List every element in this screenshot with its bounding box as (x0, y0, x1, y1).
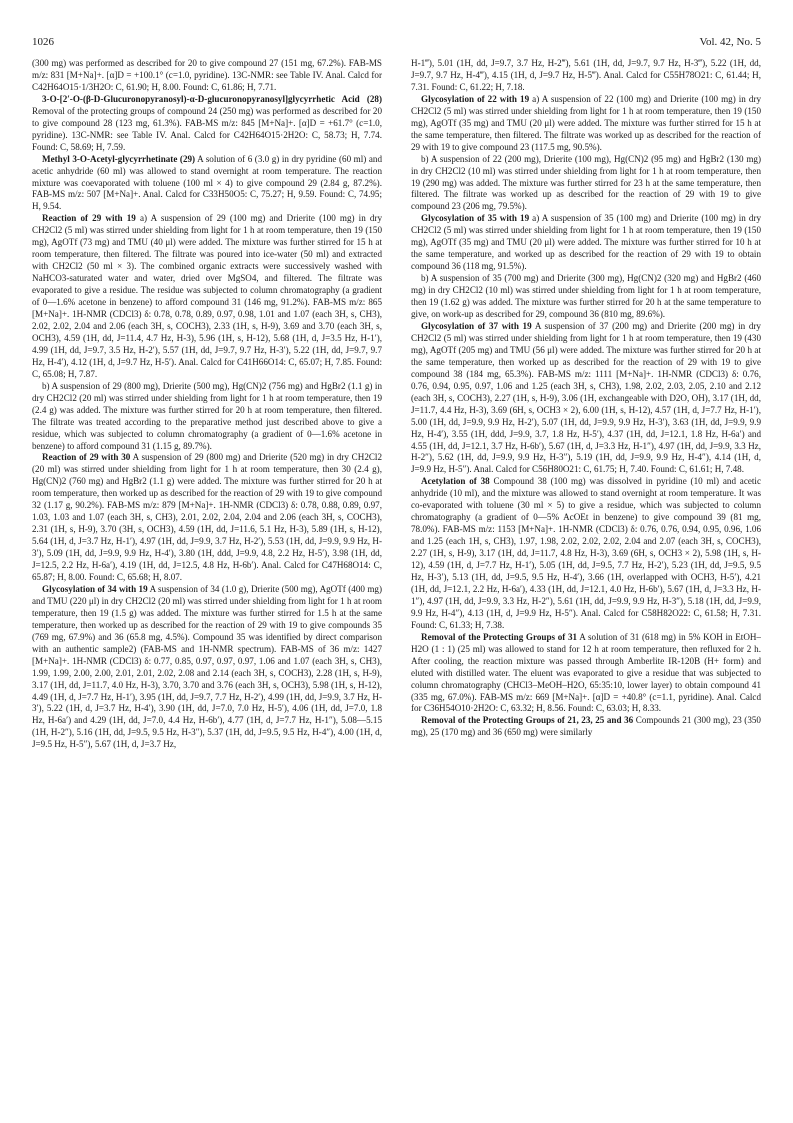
section-heading: Glycosylation of 37 with 19 (421, 320, 532, 331)
section-heading: Removal of the Protecting Groups of 31 (421, 631, 578, 642)
journal-volume: Vol. 42, No. 5 (699, 36, 761, 48)
section-heading: Methyl 3-O-Acetyl-glycyrrhetinate (29) (42, 153, 196, 164)
paragraph: Reaction of 29 with 30 A suspension of 29 (800 mg) and Drierite (520 mg) in dry CH2Cl2 (20 ml) was stirred under shielding from light for 1 h at room temperature, then 30 (2.4 g), Hg(CN)2 (760 mg) and HgBr2 (1.1 g) were added. The mixture was further stirred for 20 h at room temperature, then worked up as described for the reaction of 29 with 19 to give compound 32 (1.17 g, 90.2%). FAB-MS m/z: 879 [M+Na]+. 1H-NMR (CDCl3) δ: 0.78, 0.88, 0.89, 0.97, 1.03, 1.03 and 1.07 (each 3H, s, CH3), 2.01, 2.02, 2.04, 2.04 and 2.06 (each 3H, s, COCH3), 2.31 (1H, s, H-9), 3.70 (3H, s, OCH3), 4.59 (1H, dd, J=11.6, 5.1 Hz, H-3), 5.89 (1H, s, H-12), 5.64 (1H, d, J=3.7 Hz, H-1′), 4.97 (1H, dd, J=9.9, 3.7 Hz, H-2′), 5.53 (1H, dd, J=9.9, 9.9 Hz, H-3′), 5.09 (1H, dd, J=9.9, 9.9 Hz, H-4′), 3.80 (1H, ddd, J=9.9, 4.8, 2.2 Hz, H-5′), 3.98 (1H, dd, J=12.5, 2.2 Hz, H-6a′), 4.19 (1H, dd, J=12.5, 4.8 Hz, H-6b′). Anal. Calcd for C47H68O14: C, 65.87; H, 8.00. Found: C, 65.68; H, 8.07. (32, 452, 382, 582)
section-heading: Acetylation of 38 (421, 476, 490, 487)
paragraph: H-1‴), 5.01 (1H, dd, J=9.7, 3.7 Hz, H-2‴), 5.61 (1H, dd, J=9.7, 9.7 Hz, H-3‴), 5.22 (1H, dd, J=9.7, 9.7 Hz, H-4‴), 4.15 (1H, d, J=9.7 Hz, H-5‴). Anal. Calcd for C55H78O21: C, 61.44; H, 7.31. Found: C, 61.22; H, 7.18. (411, 58, 761, 92)
paragraph: Reaction of 29 with 19 a) A suspension of 29 (100 mg) and Drierite (100 mg) in dry CH2Cl2 (5 ml) was stirred under shielding from light for 1 h at room temperature, then 19 (150 mg), AgOTf (73 mg) and TMU (40 μl) were added. The mixture was further stirred for 15 h at room temperature, then filtered. The filtrate was poured into ice-water (50 ml) and extracted with CH2Cl2 (50 ml × 3). The combined organic extracts were successively washed with NaHCO3-saturated water and water, dried over MgSO4, and filtered. The filtrate was evaporated to give a residue. The residue was subjected to column chromatography (a gradient of 0—1.6% acetone in benzene) to afford compound 31 (146 mg, 91.2%). FAB-MS m/z: 865 [M+Na]+. 1H-NMR (CDCl3) δ: 0.78, 0.78, 0.89, 0.97, 0.98, 1.01 and 1.07 (each 3H, s, CH3), 2.02, 2.02, 2.04 and 2.06 (each 3H, s, COCH3), 2.33 (1H, s, H-9), 3.69 and 3.70 (each 3H, s, OCH3), 4.59 (1H, dd, J=11.4, 4.7 Hz, H-3), 5.96 (1H, s, H-12), 5.68 (1H, d, J=3.5 Hz, H-1′), 4.99 (1H, dd, J=9.7, 3.5 Hz, H-2′), 5.57 (1H, dd, J=9.7, 9.7 Hz, H-3′), 5.22 (1H, dd, J=9.7, 9.7 Hz, H-4′), 4.12 (1H, d, J=9.7 Hz, H-5′). Anal. Calcd for C41H66O14: C, 65.07; H, 7.85. Found: C, 65.08; H, 7.87. (32, 213, 382, 379)
section-heading: 3-O-[2′-O-(β-D-Glucuronopyranosyl)-α-D-glucuronopyranosyl]glycyrrhetic Acid (28) (42, 93, 382, 104)
paragraph: b) A suspension of 35 (700 mg) and Drierite (300 mg), Hg(CN)2 (320 mg) and HgBr2 (460 mg) in dry CH2Cl2 (10 ml) was stirred under shielding from light for 1 h at room temperature, then 19 (1.62 g) was added. The mixture was further stirred for 20 h at the same temperature to give, on work-up as described for 29, compound 36 (810 mg, 89.6%). (411, 273, 761, 320)
section-heading: Removal of the Protecting Groups of 21, 23, 25 and 36 (421, 715, 634, 726)
paragraph: b) A suspension of 29 (800 mg), Drierite (500 mg), Hg(CN)2 (756 mg) and HgBr2 (1.1 g) in dry CH2Cl2 (20 ml) was stirred under shielding from light for 1 h at room temperature, then 19 (2.4 g) was added. The mixture was further stirred for 20 h at room temperature, then filtered. The filtrate was treated according to the preparative method just described above to give a residue, which was subjected to column chromatography (a gradient of 0—1.6% acetone in benzene) to afford compound 31 (1.15 g, 89.7%). (32, 380, 382, 451)
paragraph: 3-O-[2′-O-(β-D-Glucuronopyranosyl)-α-D-glucuronopyranosyl]glycyrrhetic Acid (28) Removal of the protecting groups of compound 24 (250 mg) was performed as described for 20 to give compound 28 (123 mg, 61.3%). FAB-MS m/z: 845 [M+Na]+. [α]D = +61.7° (c=1.0, pyridine). 13C-NMR: see Table IV. Anal. Calcd for C42H64O15·2H2O: C, 58.73; H, 7.74. Found: C, 58.69; H, 7.59. (32, 93, 382, 152)
paragraph: b) A suspension of 22 (200 mg), Drierite (100 mg), Hg(CN)2 (95 mg) and HgBr2 (130 mg) in dry CH2Cl2 (10 ml) was stirred under shielding from light for 1 h at room temperature, then 19 (290 mg) was added. The mixture was further stirred for 23 h at the same temperature, then filtered. The filtrate was worked up as described for the reaction of 29 with 19 to give compound 23 (206 mg, 79.5%). (411, 153, 761, 212)
page-number: 1026 (32, 36, 54, 48)
section-heading: Reaction of 29 with 19 (42, 213, 136, 224)
paragraph: Removal of the Protecting Groups of 31 A solution of 31 (618 mg) in 5% KOH in EtOH–H2O (1 : 1) (25 ml) was allowed to stand for 12 h at room temperature, then refluxed for 2 h. After cooling, the reaction mixture was passed through Amberlite IR-120B (H+ form) and eluted with distilled water. The eluent was evaporated to give a residue that was subjected to column chromatography (CHCl3–MeOH–H2O, 65:35:10, lower layer) to obtain compound 41 (335 mg, 67.0%). FAB-MS m/z: 669 [M+Na]+. [α]D = +40.8° (c=1.1, pyridine). Anal. Calcd for C36H54O10·2H2O: C, 63.32; H, 8.56. Found: C, 63.03; H, 8.33. (411, 631, 761, 714)
section-heading: Glycosylation of 35 with 19 (421, 213, 530, 224)
paragraph: (300 mg) was performed as described for 20 to give compound 27 (151 mg, 67.2%). FAB-MS m/z: 831 [M+Na]+. [α]D = +100.1° (c=1.0, pyridine). 13C-NMR: see Table IV. Anal. Calcd for C42H64O15·1/3H2O: C, 61.90; H, 8.00. Found: C, 61.86; H, 7.71. (32, 58, 382, 92)
section-heading: Glycosylation of 22 with 19 (421, 93, 530, 104)
section-heading: Reaction of 29 with 30 (42, 452, 131, 463)
paragraph: Glycosylation of 22 with 19 a) A suspension of 22 (100 mg) and Drierite (100 mg) in dry CH2Cl2 (5 ml) was stirred under shielding from light for 1 h at room temperature, then 19 (150 mg), AgOTf (35 mg) and TMU (20 μl) were added. The mixture was further stirred for 15 h at the same temperature, then filtered. The filtrate was worked up as described for the reaction of 29 with 19 to give compound 23 (117.5 mg, 90.5%). (411, 93, 761, 152)
paragraph: Acetylation of 38 Compound 38 (100 mg) was dissolved in pyridine (10 ml) and acetic anhydride (10 ml), and the mixture was allowed to stand overnight at room temperature. It was co-evaporated with toluene (30 ml × 5) to give a residue, which was subjected to column chromatography (a gradient of 0—5% AcOEt in benzene) to give compound 39 (81 mg, 78.0%). FAB-MS m/z: 1153 [M+Na]+. 1H-NMR (CDCl3) δ: 0.76, 0.76, 0.94, 0.95, 0.96, 1.06 and 1.25 (each 1H, s, CH3), 1.97, 1.98, 2.02, 2.02, 2.02, 2.04 and 2.07 (each 3H, s, COCH3), 2.27 (1H, s, H-9), 3.17 (1H, dd, J=11.7, 4.8 Hz, H-3), 3.69 (6H, s, OCH3 × 2), 5.98 (1H, s, H-12), 4.59 (1H, d, J=7.7 Hz, H-1′), 5.05 (1H, dd, J=9.5, 7.7 Hz, H-2′), 5.23 (1H, dd, J=9.5, 9.5 Hz, H-3′), 5.13 (1H, dd, J=9.5, 9.5 Hz, H-4′), 3.66 (1H, overlapped with OCH3, H-5′), 4.21 (1H, dd, J=12.1, 2.2 Hz, H-6a′), 4.33 (1H, dd, J=12.1, 4.0 Hz, H-6b′), 5.67 (1H, d, J=3.3 Hz, H-1″), 4.97 (1H, dd, J=9.9, 3.3 Hz, H-2″), 5.61 (1H, dd, J=9.9, 9.9 Hz, H-3″), 5.18 (1H, dd, J=9.9, 9.9 Hz, H-4″), 4.13 (1H, d, J=9.9 Hz, H-5″). Anal. Calcd for C58H82O22: C, 61.58; H, 7.31. Found: C, 61.33; H, 7.38. (411, 476, 761, 630)
page-header (32, 36, 761, 52)
paragraph: Methyl 3-O-Acetyl-glycyrrhetinate (29) A solution of 6 (3.0 g) in dry pyridine (60 ml) and acetic anhydride (60 ml) was allowed to stand overnight at room temperature. The reaction mixture was coevaporated with toluene (100 ml × 4) to give compound 29 (2.84 g, 87.2%). FAB-MS m/z: 507 [M+Na]+. Anal. Calcd for C33H50O5: C, 75.27; H, 9.59. Found: C, 74.95; H, 9.54. (32, 153, 382, 212)
paragraph: Glycosylation of 34 with 19 A suspension of 34 (1.0 g), Drierite (500 mg), AgOTf (400 mg) and TMU (220 μl) in dry CH2Cl2 (20 ml) was stirred under shielding from light for 1 h at room temperature, then 19 (1.5 g) was added. The mixture was further stirred for 1.5 h at the same temperature, then worked up as described for the reaction of 29 with 19 to give compounds 35 (769 mg, 67.9%) and 36 (65.8 mg, 4.5%). Compound 35 was identified by direct comparison with an authentic sample2) (FAB-MS and 1H-NMR spectrum). FAB-MS of 36 m/z: 1427 [M+Na]+. 1H-NMR (CDCl3) δ: 0.77, 0.85, 0.97, 0.97, 0.97, 1.06 and 1.07 (each 3H, s, CH3), 1.99, 1.99, 2.00, 2.00, 2.01, 2.01, 2.02, 2.08 and 2.14 (each 3H, s, COCH3), 2.28 (1H, s, H-9), 3.17 (1H, dd, J=11.7, 4.0 Hz, H-3), 3.70, 3.70 and 3.76 (each 3H, s, OCH3), 5.98 (1H, s, H-12), 4.49 (1H, d, J=7.7 Hz, H-1′), 3.95 (1H, dd, J=9.7, 7.7 Hz, H-2′), 4.99 (1H, dd, J=9.9, 3.7 Hz, H-3′), 5.22 (1H, d, J=3.7 Hz, H-4′), 3.90 (1H, dd, J=7.0, 7.0 Hz, H-5′), 4.06 (1H, dd, J=7.0, 1.8 Hz, H-6a′) and 4.29 (1H, dd, J=7.0, 4.4 Hz, H-6b′), 4.77 (1H, d, J=7.7 Hz, H-1″), 5.08—5.15 (1H, H-2″), 5.16 (1H, dd, J=9.5, 9.5 Hz, H-3″), 5.37 (1H, dd, J=9.5, 9.5 Hz, H-4″), 4.00 (1H, d, J=9.5 Hz, H-5″), 5.67 (1H, d, J=3.7 Hz, (32, 583, 382, 750)
paragraph: Removal of the Protecting Groups of 21, 23, 25 and 36 Compounds 21 (300 mg), 23 (350 mg), 25 (170 mg) and 36 (650 mg) were similarly (411, 715, 761, 738)
right-column (411, 58, 761, 1098)
left-column (32, 58, 382, 1098)
paragraph: Glycosylation of 37 with 19 A suspension of 37 (200 mg) and Drierite (200 mg) in dry CH2Cl2 (5 ml) was stirred under shielding from light for 1 h at room temperature, then 19 (430 mg), AgOTf (205 mg) and TMU (56 μl) were added. The mixture was further stirred for 20 h at the same temperature, then worked up as described for the reaction of 29 with 19 to give compound 38 (184 mg, 65.3%). FAB-MS m/z: 1111 [M+Na]+. 1H-NMR (CDCl3) δ: 0.76, 0.76, 0.94, 0.95, 0.97, 1.06 and 1.25 (each 3H, s, CH3), 1.98, 2.02, 2.03, 2.05, 2.10 and 2.12 (each 3H, s, COCH3), 2.27 (1H, s, H-9), 3.06 (1H, exchangeable with D2O, OH), 3.17 (1H, dd, J=11.7, 4.4 Hz, H-3), 3.69 (6H, s, OCH3 × 2), 6.00 (1H, s, H-12), 4.57 (1H, d, J=7.7 Hz, H-1′), 5.00 (1H, dd, J=9.9, 9.9 Hz, H-2′), 5.07 (1H, dd, J=9.9, 9.9 Hz, H-3′), 3.63 (1H, dd, J=9.9, 9.9 Hz, H-4′), 3.55 (1H, ddd, J=9.9, 3.7, 1.8 Hz, H-5′), 4.37 (1H, dd, J=12.1, 1.8 Hz, H-6a′) and 4.55 (1H, dd, J=12.1, 3.7 Hz, H-6b′), 5.67 (1H, d, J=3.3 Hz, H-1″), 4.97 (1H, dd, J=9.9, 3.3 Hz, H-2″), 5.62 (1H, dd, J=9.9, 9.9 Hz, H-3″), 5.19 (1H, dd, J=9.9, 9.9 Hz, H-4″), 4.14 (1H, d, J=9.9 Hz, H-5″). Anal. Calcd for C56H80O21: C, 61.75; H, 7.40. Found: C, 61.61; H, 7.48. (411, 320, 761, 475)
section-heading: Glycosylation of 34 with 19 (42, 583, 148, 594)
paragraph: Glycosylation of 35 with 19 a) A suspension of 35 (100 mg) and Drierite (100 mg) in dry CH2Cl2 (5 ml) was stirred under shielding from light for 1 h at room temperature, then 19 (150 mg), AgOTf (35 mg) and TMU (20 μl) were added. The mixture was further stirred for 10 h at the same temperature, and worked up as described for the reaction of 29 with 19 to obtain compound 36 (118 mg, 91.5%). (411, 213, 761, 272)
